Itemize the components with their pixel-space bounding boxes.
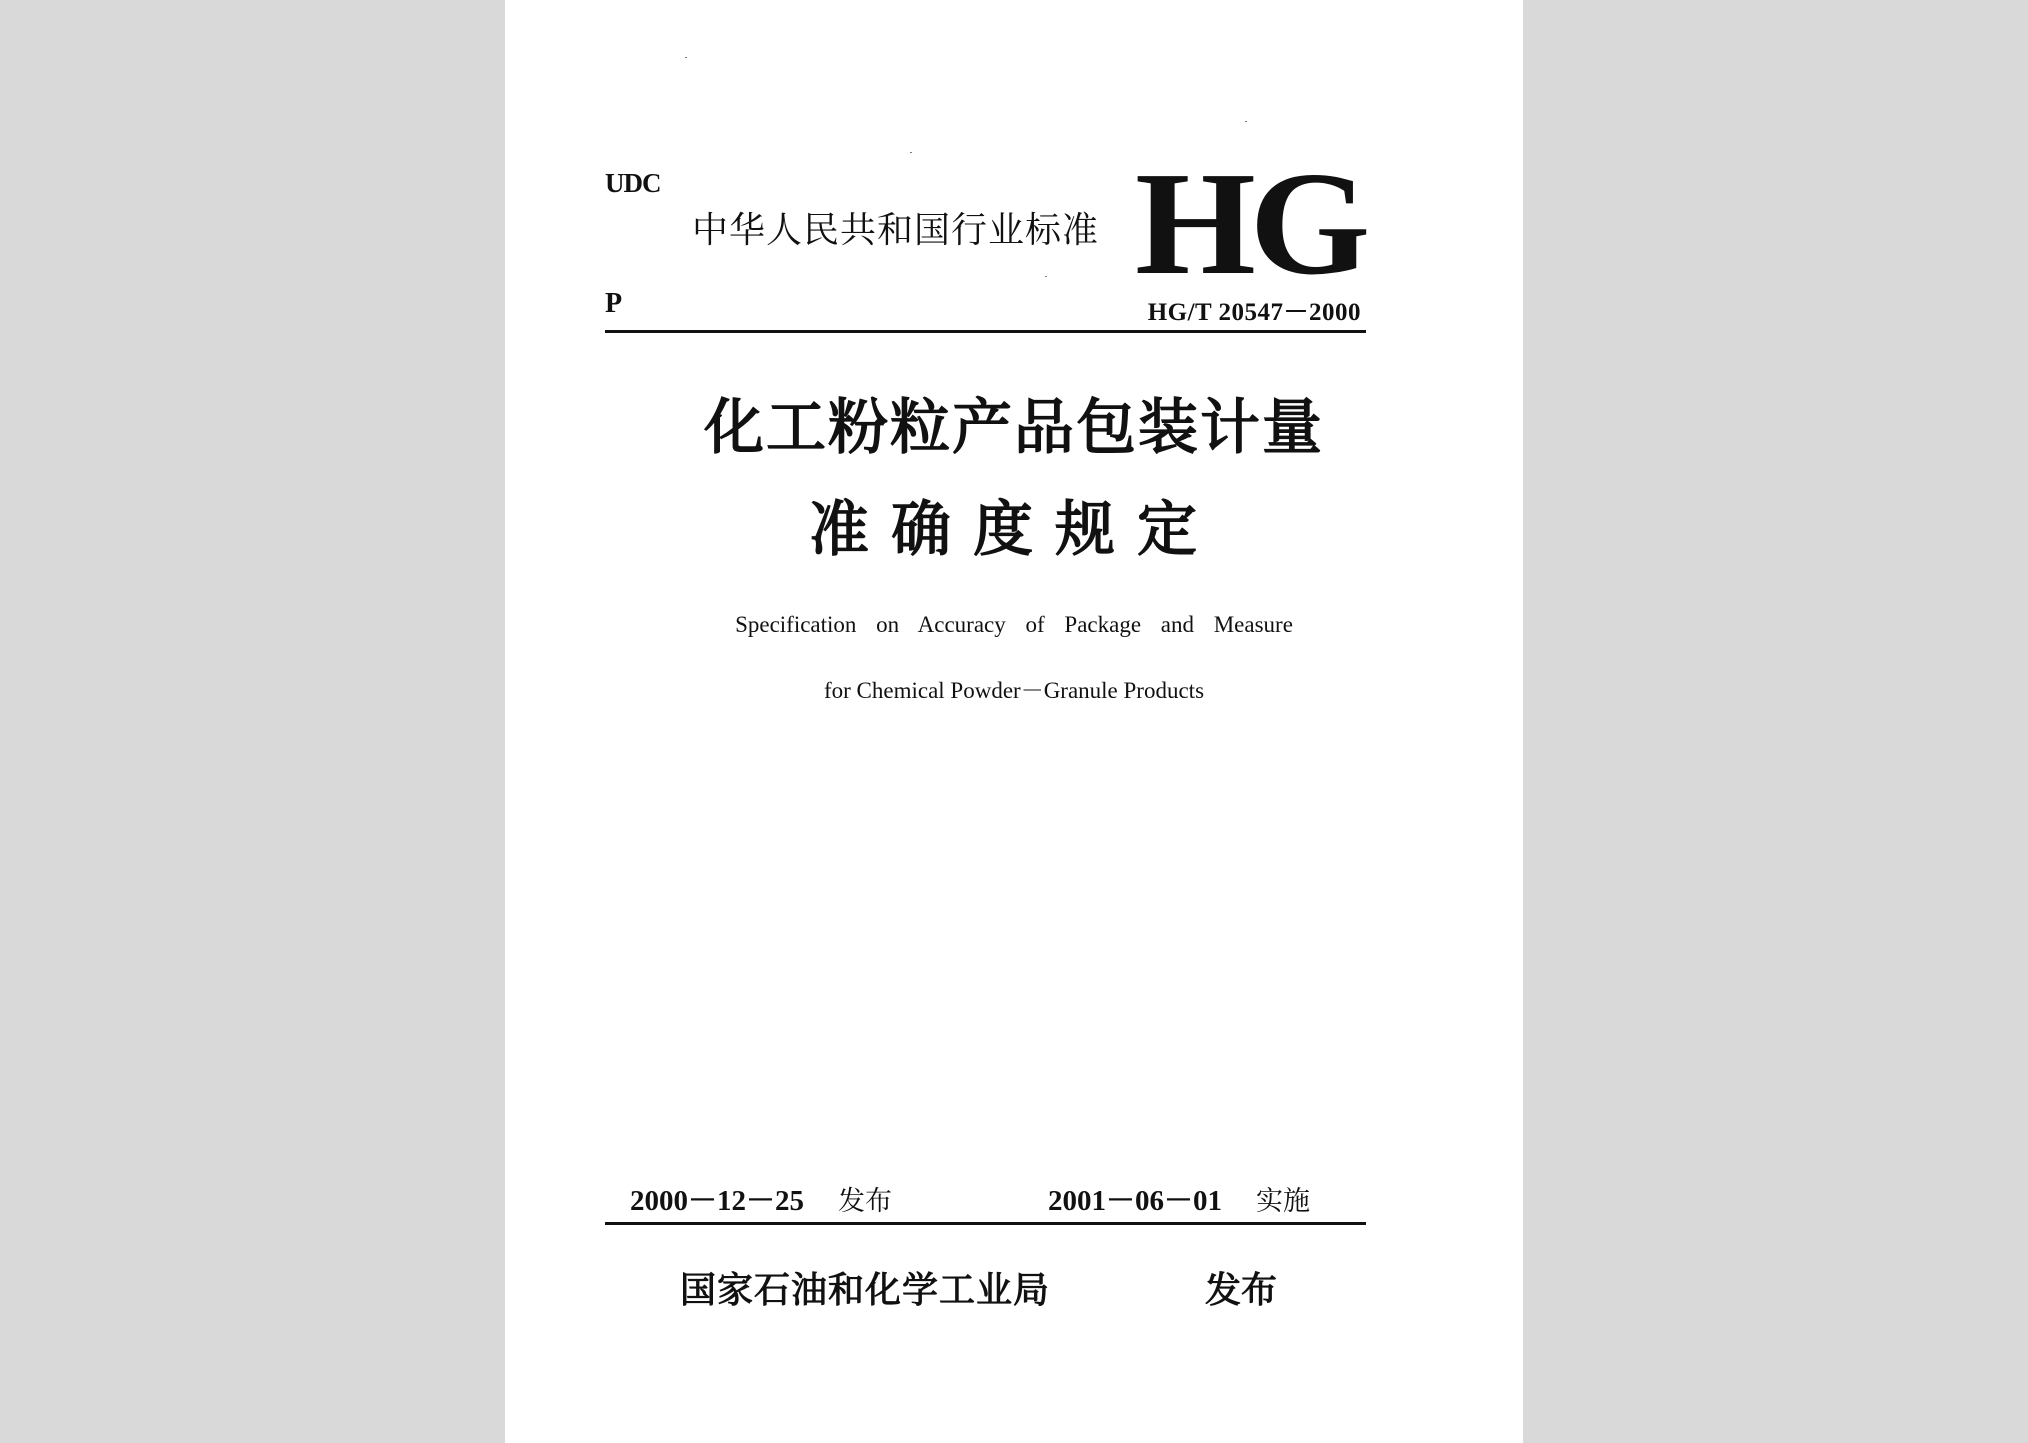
scan-speck [910, 152, 912, 153]
title-cn-line2: 准确度规定 [809, 495, 1219, 565]
footer-rule [605, 1222, 1366, 1225]
title-en-line1: Specification on Accuracy of Package and Measure [735, 612, 1293, 637]
issuing-authority: 国家石油和化学工业局 [680, 1270, 1051, 1311]
scan-speck [1245, 121, 1247, 122]
implement-label: 实施 [1256, 1186, 1311, 1217]
issue-label: 发布 [838, 1186, 893, 1217]
standard-category-title: 中华人民共和国行业标准 [692, 210, 1100, 251]
document-page [505, 0, 1523, 1443]
title-cn-line1: 化工粉粒产品包装计量 [704, 393, 1324, 463]
udc-label: UDC [605, 168, 661, 198]
implement-date-block [1048, 1178, 1310, 1219]
standard-number: HG/T 20547－2000 [1147, 299, 1361, 326]
issue-date-block [630, 1178, 892, 1219]
implement-date: 2001－06－01 [1048, 1185, 1223, 1217]
scan-speck [1045, 276, 1047, 277]
issue-date: 2000－12－25 [630, 1185, 805, 1217]
title-en-line2: for Chemical Powder－Granule Products [823, 678, 1205, 703]
header-rule [605, 330, 1366, 333]
classification-code: P [605, 288, 623, 319]
hg-logo: HG [1135, 142, 1365, 306]
issuing-label: 发布 [1205, 1270, 1278, 1311]
scan-speck [685, 57, 687, 58]
